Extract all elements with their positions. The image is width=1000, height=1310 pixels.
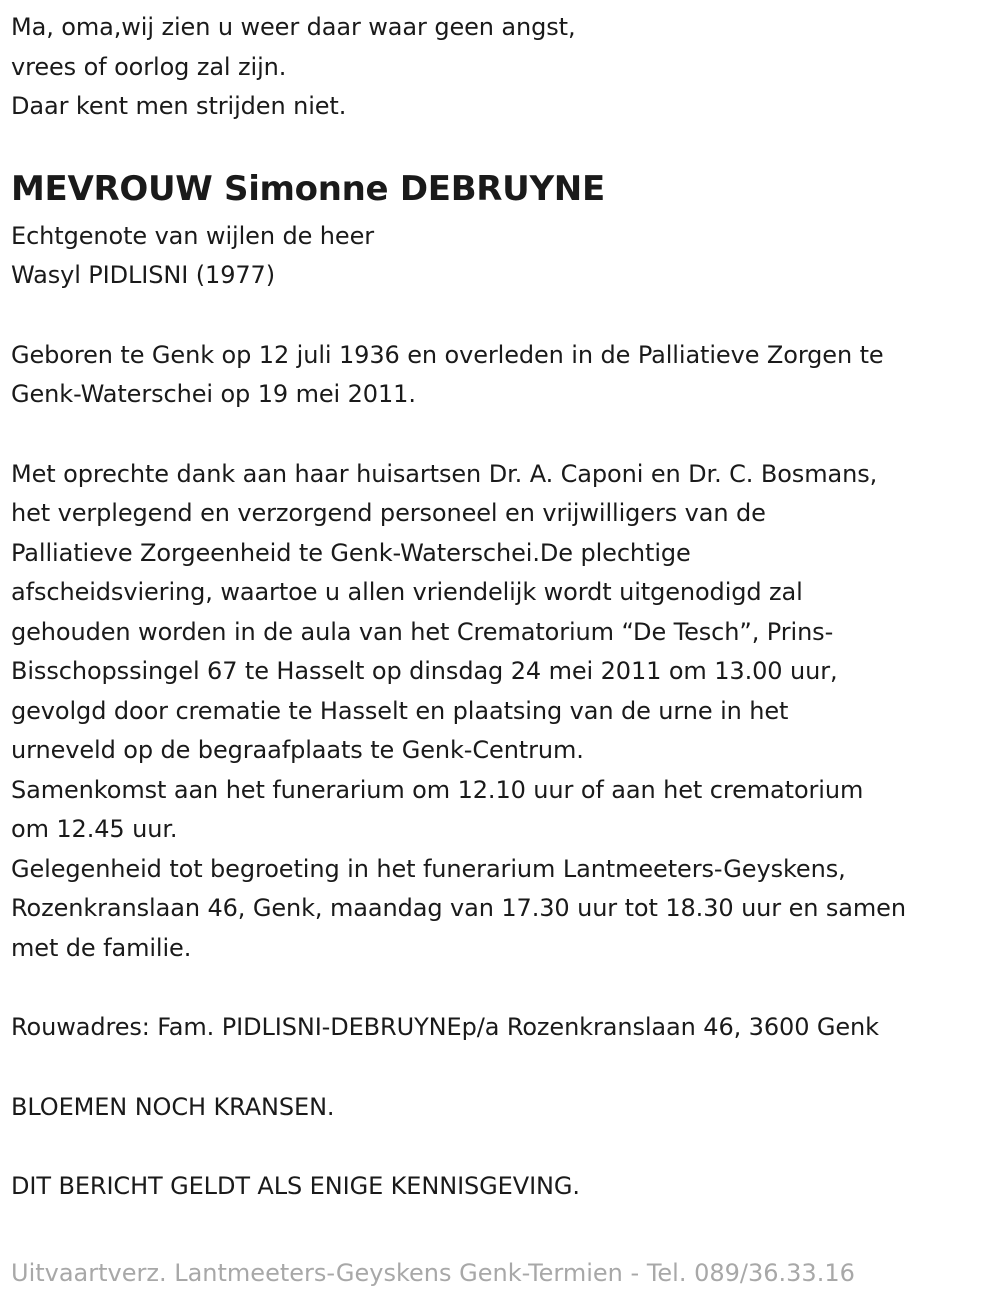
text-line: met de familie.: [11, 933, 192, 962]
text-line: gevolgd door crematie te Hasselt en plaatsing van de urne in het: [11, 696, 789, 725]
birth-death-line: Geboren te Genk op 12 juli 1936 en overleden in de Palliatieve Zorgen te: [11, 340, 884, 369]
mourning-address: [11, 1008, 996, 1048]
spouse-line: Echtgenote van wijlen de heer: [11, 221, 375, 250]
spouse-info: [11, 217, 996, 296]
poem-line: Daar kent men strijden niet.: [11, 92, 347, 120]
flowers-line: BLOEMEN NOCH KRANSEN.: [11, 1092, 335, 1121]
flowers-notice: [11, 1088, 996, 1128]
thanks-and-ceremony: [11, 455, 996, 969]
address-line: Rouwadres: Fam. PIDLISNI-DEBRUYNEp/a Rozenkranslaan 46, 3600 Genk: [11, 1013, 879, 1041]
text-line: urneveld op de begraafplaats te Genk-Centrum.: [11, 736, 584, 764]
text-line: Samenkomst aan het funerarium om 12.10 uur of aan het crematorium: [11, 775, 864, 804]
poem-verse: [11, 8, 996, 127]
spouse-line: Wasyl PIDLISNI (1977): [11, 261, 275, 289]
text-line: Gelegenheid tot begroeting in het funerarium Lantmeeters-Geyskens,: [11, 854, 846, 883]
text-line: Rozenkranslaan 46, Genk, maandag van 17.30 uur tot 18.30 uur en samen: [11, 894, 906, 922]
text-line: Met oprechte dank aan haar huisartsen Dr. A. Caponi en Dr. C. Bosmans,: [11, 459, 878, 488]
poem-line: vrees of oorlog zal zijn.: [11, 52, 287, 81]
text-line: Palliatieve Zorgeenheid te Genk-Waterschei.De plechtige: [11, 538, 691, 567]
text-line: gehouden worden in de aula van het Crematorium “De Tesch”, Prins-: [11, 617, 834, 646]
notice-line: DIT BERICHT GELDT ALS ENIGE KENNISGEVING.: [11, 1172, 580, 1200]
obituary-notice: [11, 8, 996, 1207]
text-line: om 12.45 uur.: [11, 815, 178, 843]
birth-death-info: [11, 336, 996, 415]
sole-notice: [11, 1167, 996, 1207]
text-line: afscheidsviering, waartoe u allen vriendelijk wordt uitgenodigd zal: [11, 578, 803, 606]
birth-death-line: Genk-Waterschei op 19 mei 2011.: [11, 380, 416, 408]
deceased-name: MEVROUW Simonne DEBRUYNE: [11, 168, 605, 209]
funeral-home-footer: Uitvaartverz. Lantmeeters-Geyskens Genk-Termien - Tel. 089/36.33.16: [11, 1259, 855, 1287]
poem-line: Ma, oma,wij zien u weer daar waar geen angst,: [11, 13, 576, 41]
text-line: Bisschopssingel 67 te Hasselt op dinsdag 24 mei 2011 om 13.00 uur,: [11, 657, 838, 685]
text-line: het verplegend en verzorgend personeel en vrijwilligers van de: [11, 499, 766, 527]
